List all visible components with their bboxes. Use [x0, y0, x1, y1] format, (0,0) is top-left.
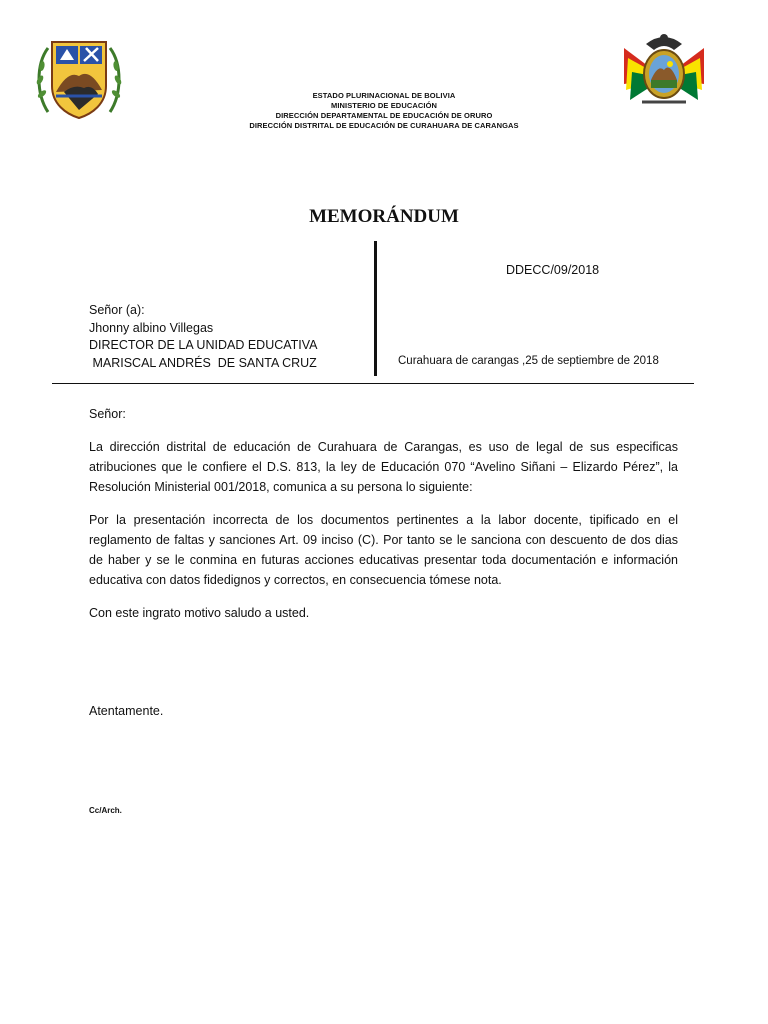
vertical-divider — [374, 241, 377, 376]
header-line-state: ESTADO PLURINACIONAL DE BOLIVIA — [312, 91, 456, 100]
recipient-salutation: Señor (a): — [89, 303, 145, 317]
greeting: Señor: — [89, 407, 126, 421]
recipient-block — [89, 302, 318, 372]
paragraph-farewell: Con este ingrato motivo saludo a usted. — [89, 606, 310, 620]
closing: Atentamente. — [89, 704, 164, 718]
paragraph-sanction: Por la presentación incorrecta de los documentos pertinentes a la labor docente, tipificado en el reglamento de faltas y sanciones Art. 09 inciso (C). Por tanto se le sanciona con descuento de dos dias de haber y se le conmina en futuras acciones educativas presentar toda documentación e información educativa con datos fidedignos y correctos, en consecuencia tómese nota. — [89, 513, 678, 587]
recipient-name: Jhonny albino Villegas — [89, 320, 214, 335]
recipient-school: MARISCAL ANDRÉS DE SANTA CRUZ — [89, 355, 317, 370]
place-and-date: Curahuara de carangas ,25 de septiembre de 2018 — [398, 355, 659, 367]
memo-title: MEMORÁNDUM — [309, 206, 459, 227]
header-line-ministry: MINISTERIO DE EDUCACIÓN — [330, 101, 438, 110]
carbon-copy: Cc/Arch. — [89, 806, 122, 815]
reference-number: DDECC/09/2018 — [506, 263, 600, 277]
recipient-position: DIRECTOR DE LA UNIDAD EDUCATIVA — [89, 338, 318, 352]
institution-header — [0, 91, 768, 131]
header-line-departmental: DIRECCIÓN DEPARTAMENTAL DE EDUCACIÓN DE ORURO — [275, 111, 493, 120]
paragraph-intro: La dirección distrital de educación de Curahuara de Carangas, es uso de legal de sus especificas atribuciones que le confiere el D.S. 813, la ley de Educación 070 “Avelino Siñani – Elizardo Pérez”, la Resolución Ministerial 001/2018, comunica a su persona lo siguiente: — [89, 440, 678, 494]
header-line-district: DIRECCIÓN DISTRITAL DE EDUCACIÓN DE CURAHUARA DE CARANGAS — [249, 121, 519, 130]
horizontal-divider — [52, 383, 694, 384]
